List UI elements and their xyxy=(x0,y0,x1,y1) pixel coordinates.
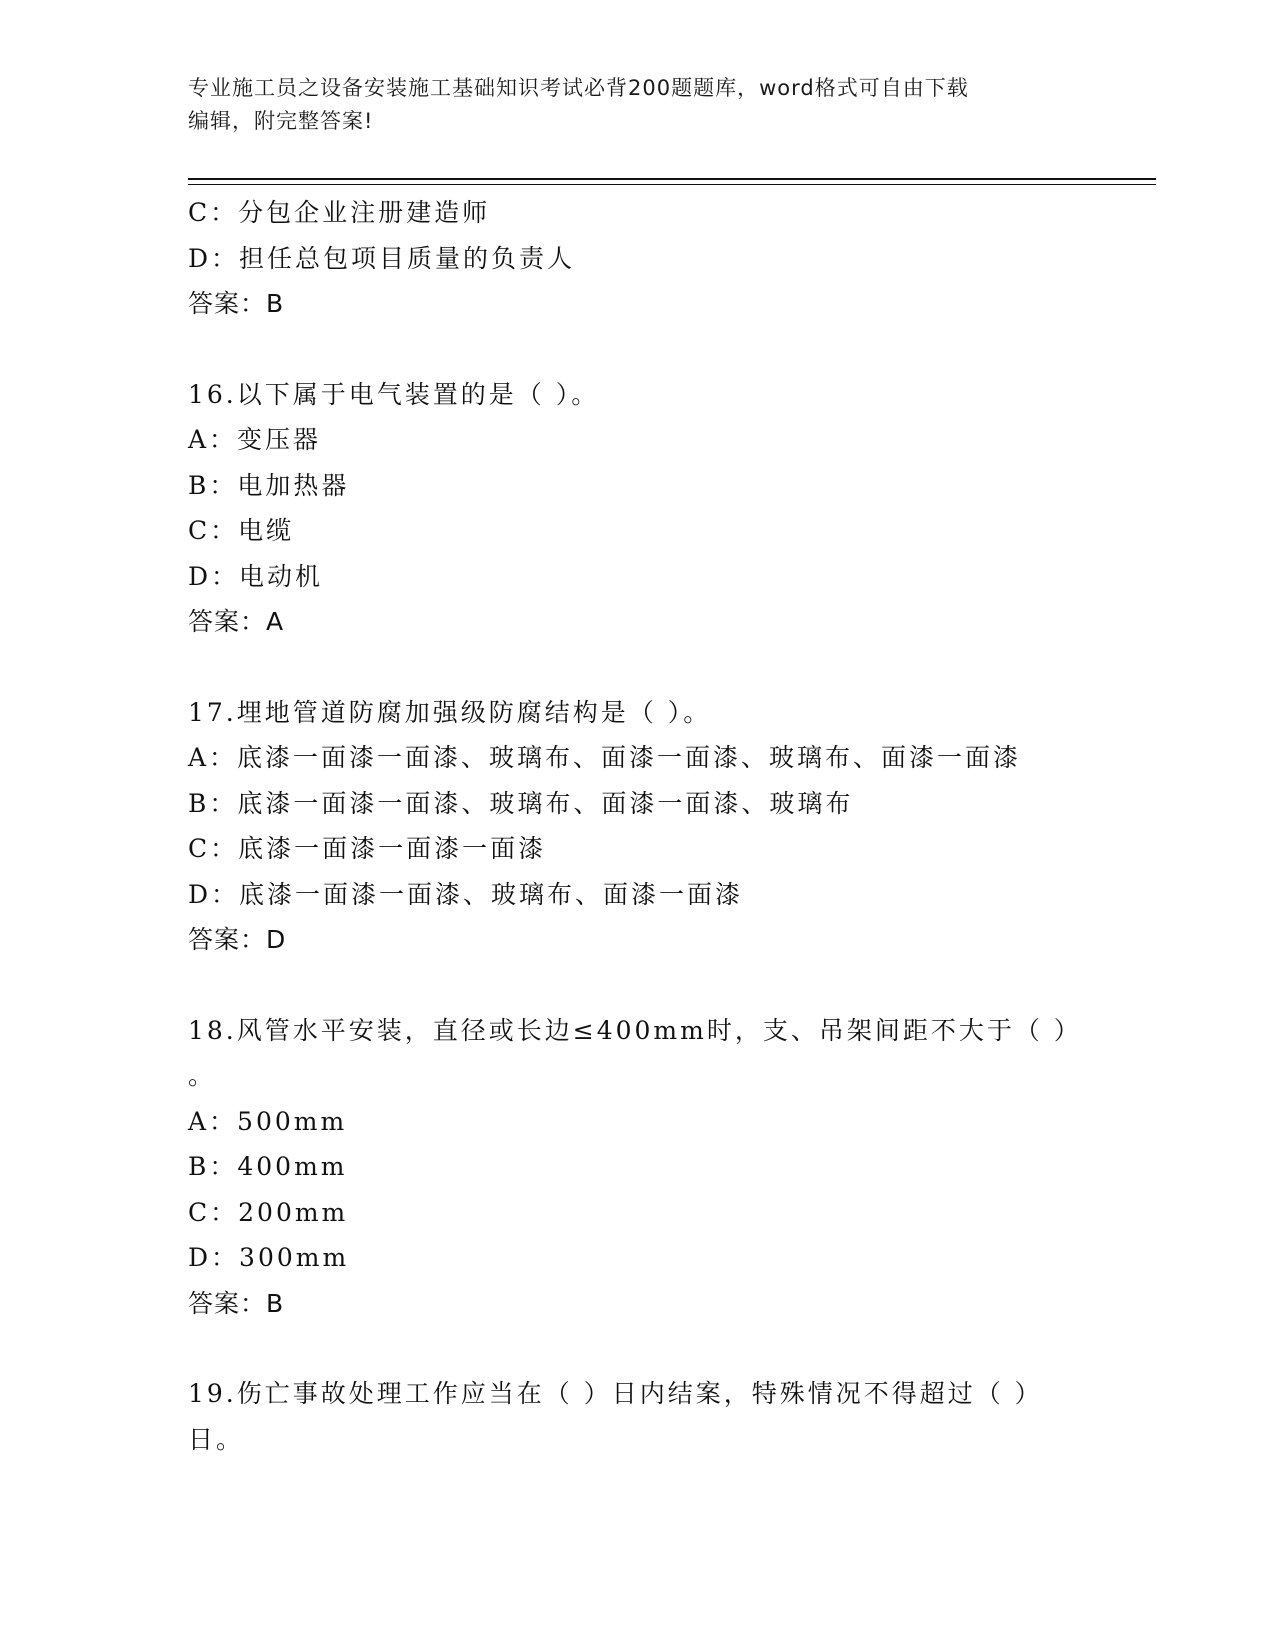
question-18 xyxy=(188,1008,1088,1327)
option-d: D：电动机 xyxy=(188,561,324,591)
question-19 xyxy=(188,1371,1088,1462)
option-b: B：电加热器 xyxy=(188,470,350,500)
option-d: D：300mm xyxy=(188,1243,350,1272)
header-divider-thin xyxy=(188,184,1156,185)
option-c: C：电缆 xyxy=(188,516,295,545)
option-b: B：底漆一面漆一面漆、玻璃布、面漆一面漆、玻璃布 xyxy=(188,788,854,818)
header-divider-thick xyxy=(188,178,1156,180)
option-c: C：底漆一面漆一面漆一面漆 xyxy=(188,834,547,863)
answer-label: 答案：B xyxy=(188,1288,285,1318)
question-15-continuation xyxy=(188,190,1088,327)
option-d: D：底漆一面漆一面漆、玻璃布、面漆一面漆 xyxy=(188,879,744,909)
option-b: B：400mm xyxy=(188,1152,348,1181)
question-stem-continuation: 。 xyxy=(188,1061,217,1090)
option-a: A：底漆一面漆一面漆、玻璃布、面漆一面漆、玻璃布、面漆一面漆 xyxy=(188,743,1022,772)
question-stem: 19.伤亡事故处理工作应当在（ ）日内结案，特殊情况不得超过（ ） xyxy=(188,1379,1043,1408)
option-a: A：500mm xyxy=(188,1106,348,1136)
answer-label: 答案：B xyxy=(188,289,285,318)
question-16 xyxy=(188,372,1088,645)
answer-label: 答案：D xyxy=(188,925,287,954)
document-header xyxy=(188,72,1088,138)
option-a: A：变压器 xyxy=(188,425,322,454)
option-c: C：200mm xyxy=(188,1197,349,1227)
option-c: C：分包企业注册建造师 xyxy=(188,198,491,227)
question-17 xyxy=(188,690,1088,963)
question-list xyxy=(188,190,1088,1462)
question-stem-continuation: 日。 xyxy=(188,1424,245,1454)
question-stem: 16.以下属于电气装置的是（ ）。 xyxy=(188,379,600,409)
header-title-line2: 编辑，附完整答案! xyxy=(188,109,374,133)
option-d: D：担任总包项目质量的负责人 xyxy=(188,243,576,273)
question-stem: 17.埋地管道防腐加强级防腐结构是（ ）。 xyxy=(188,697,712,727)
header-title-line1: 专业施工员之设备安装施工基础知识考试必背200题题库，word格式可自由下载 xyxy=(188,76,969,100)
question-stem: 18.风管水平安装，直径或长边≤400mm时，支、吊架间距不大于（ ） xyxy=(188,1015,1082,1045)
answer-label: 答案：A xyxy=(188,607,285,636)
